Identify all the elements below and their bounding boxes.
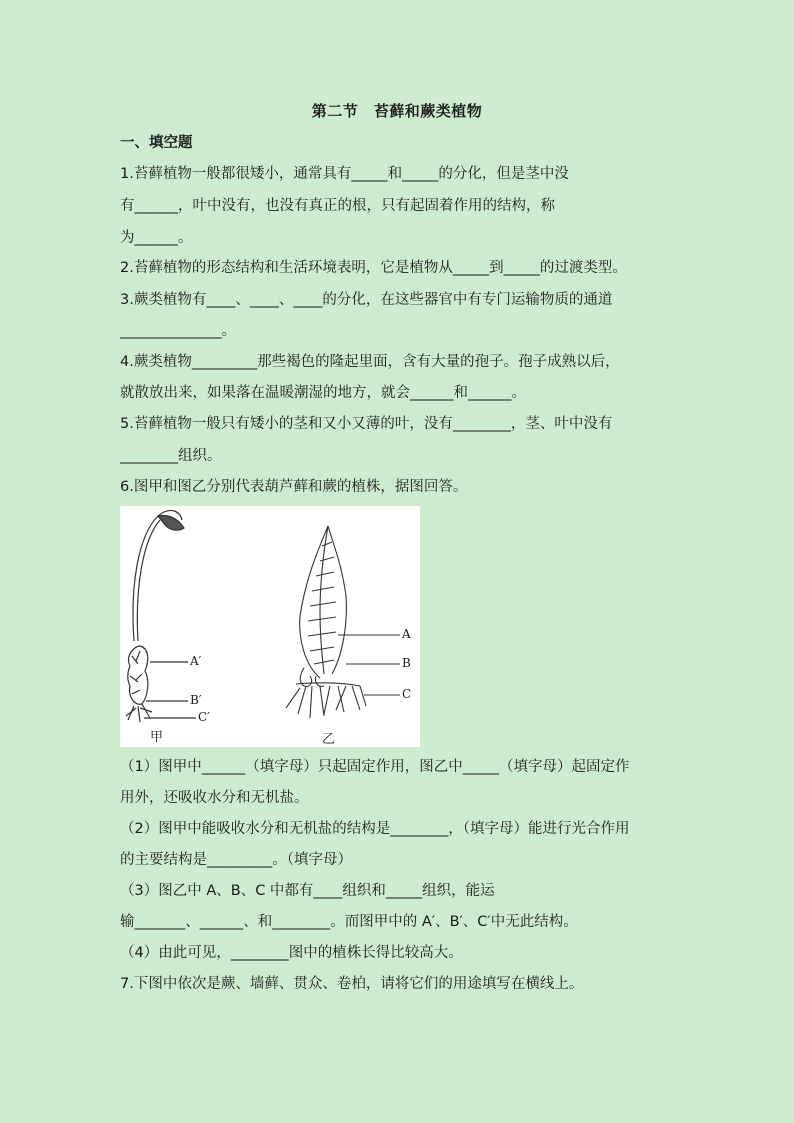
fern-plant <box>286 526 400 718</box>
page-title: 第二节 苔藓和蕨类植物 <box>311 102 483 120</box>
label-b-prime: B′ <box>190 693 202 707</box>
label-a: A <box>402 627 411 641</box>
moss-and-fern-diagram <box>120 506 420 747</box>
question-line: ________组织。 <box>120 448 222 464</box>
question-line: 3.蕨类植物有____、____、____的分化，在这些器官中有专门运输物质的通道 <box>120 292 613 308</box>
question-line: （3）图乙中 A、B、C 中都有____组织和_____组织，能运 <box>120 883 495 899</box>
question-line: 的主要结构是_________。（填字母） <box>120 852 352 868</box>
question-line: 有______，叶中没有，也没有真正的根，只有起固着作用的结构，称 <box>120 198 555 214</box>
question-line: 6.图甲和图乙分别代表葫芦藓和蕨的植株，据图回答。 <box>120 479 468 495</box>
question-line: 用外，还吸收水分和无机盐。 <box>120 790 309 806</box>
label-a-prime: A′ <box>190 654 202 668</box>
plant-figure <box>120 506 420 747</box>
question-line: 7.下图中依次是蕨、墙藓、贯众、卷柏，请将它们的用途填写在横线上。 <box>120 976 584 992</box>
question-line: 2.苔藓植物的形态结构和生活环境表明，它是植物从_____到_____的过渡类型。 <box>120 260 627 276</box>
question-line: ______________。 <box>120 323 236 339</box>
question-line: 就散放出来，如果落在温暖潮湿的地方，就会______和______。 <box>120 385 526 401</box>
question-line: （4）由此可见，________图中的植株长得比较高大。 <box>120 945 463 961</box>
question-line: （1）图甲中______（填字母）只起固定作用，图乙中_____（填字母）起固定作 <box>120 759 630 775</box>
caption-moss: 甲 <box>150 730 164 745</box>
label-c-prime: C′ <box>198 710 210 724</box>
question-line: （2）图甲中能吸收水分和无机盐的结构是________，（填字母）能进行光合作用 <box>120 821 630 837</box>
caption-fern: 乙 <box>322 732 336 747</box>
label-c: C <box>402 687 412 701</box>
question-line: 4.蕨类植物_________那些褐色的隆起里面，含有大量的孢子。孢子成熟以后， <box>120 354 620 370</box>
question-line: 5.苔藓植物一般只有矮小的茎和又小又薄的叶，没有________，茎、叶中没有 <box>120 416 613 432</box>
question-line: 为______。 <box>120 230 193 246</box>
section-heading: 一、填空题 <box>120 135 193 151</box>
moss-plant <box>126 510 196 722</box>
label-b: B <box>402 656 411 670</box>
question-line: 输_______、______、和________。而图甲中的 A′、B′、C′中无此结构。 <box>120 914 578 930</box>
question-line: 1.苔藓植物一般都很矮小，通常具有_____和_____的分化，但是茎中没 <box>120 166 569 182</box>
